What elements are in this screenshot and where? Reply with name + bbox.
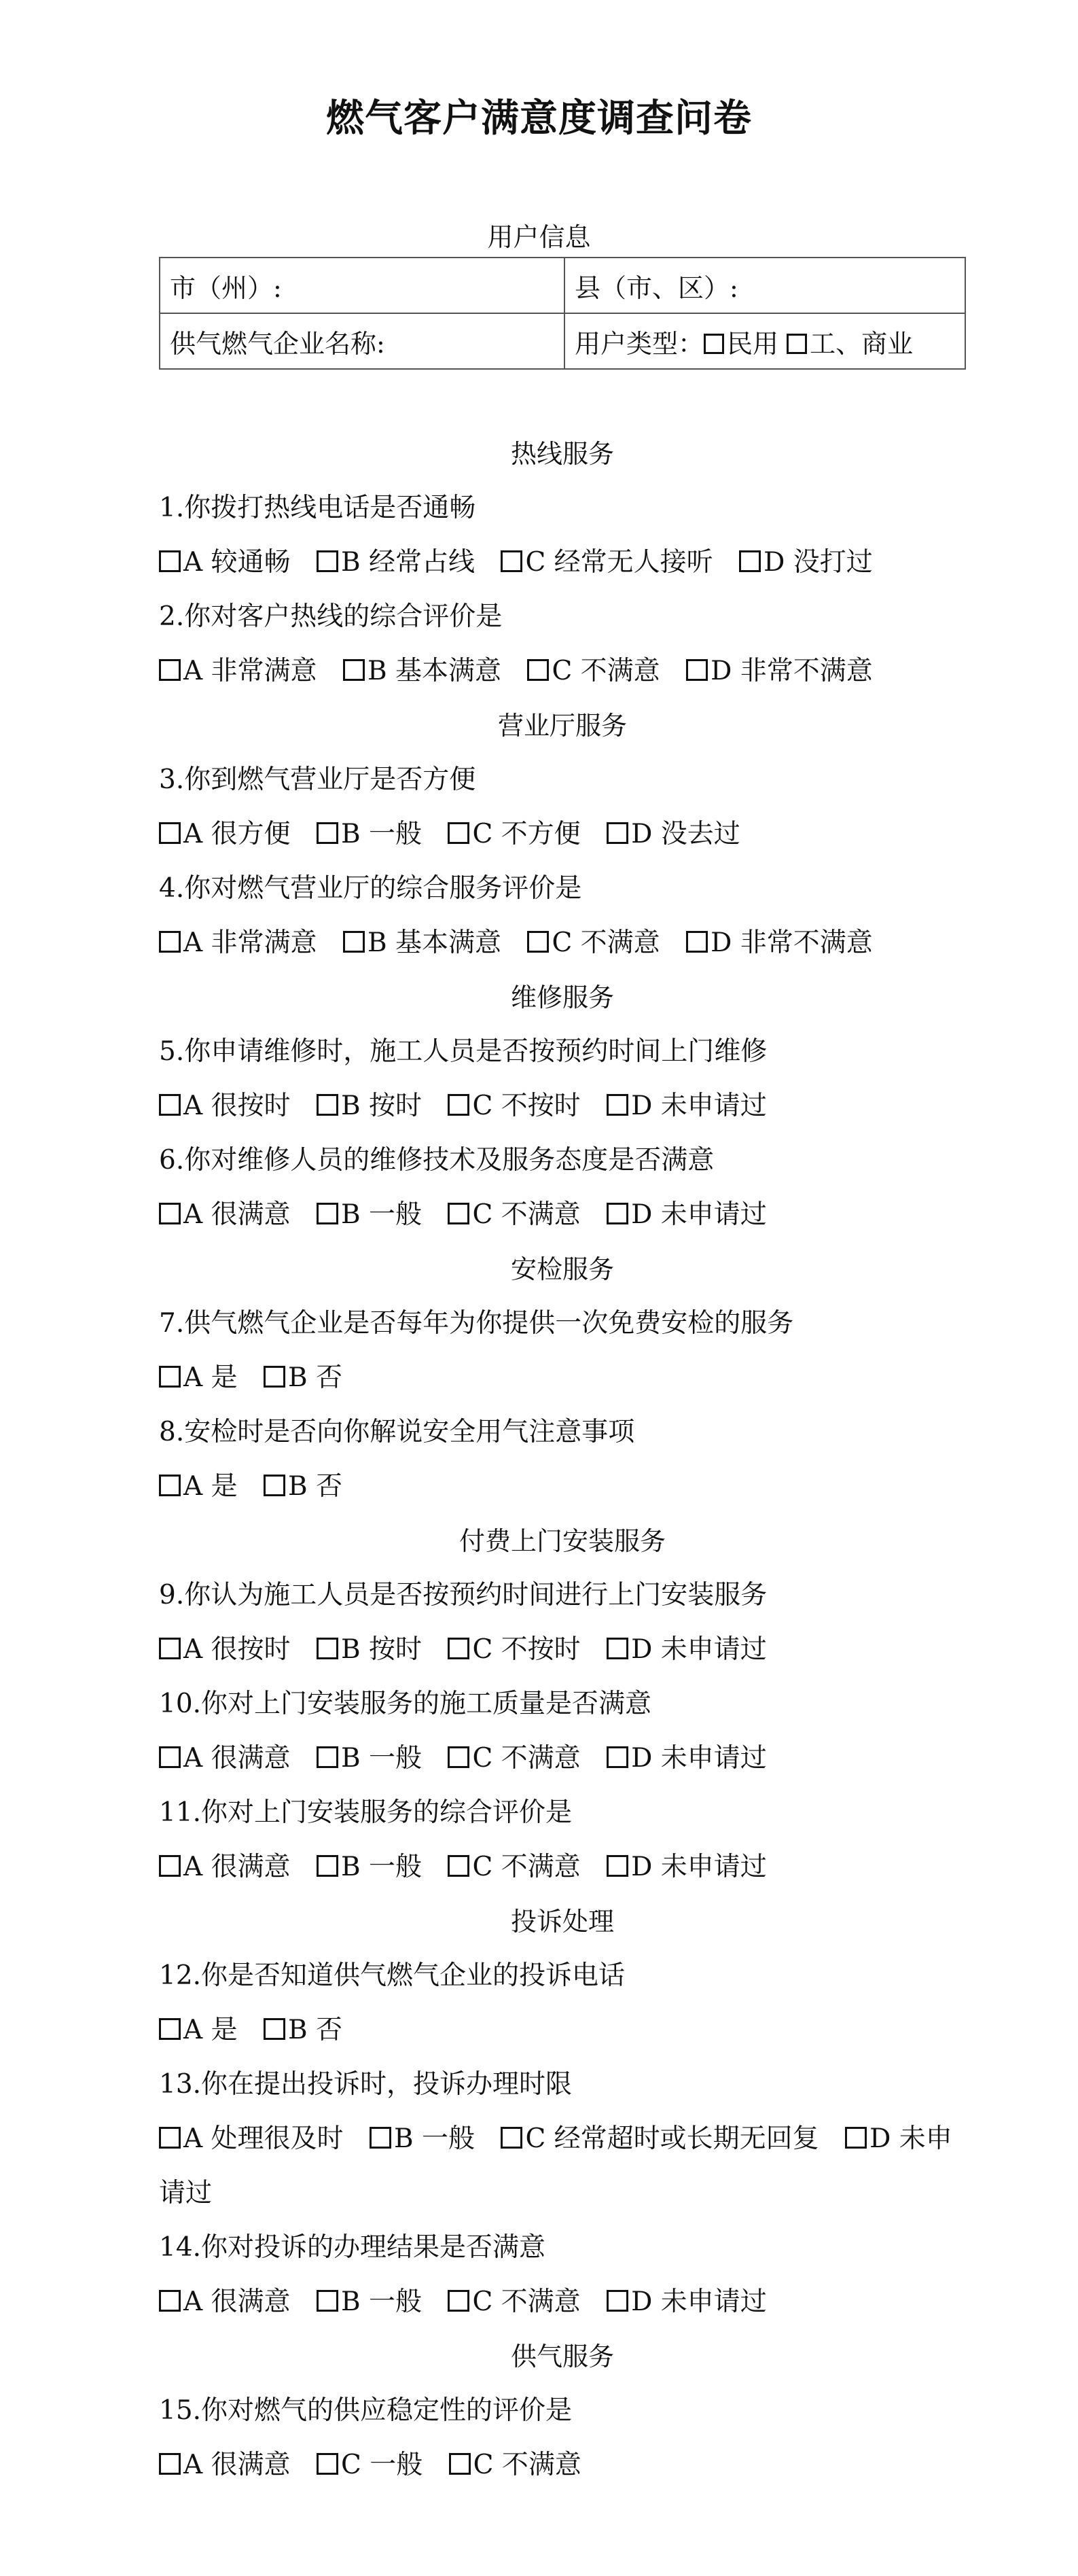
checkbox-icon[interactable] — [343, 931, 365, 953]
answer-option[interactable] — [501, 2123, 819, 2154]
option-label: B 经常占线 — [340, 547, 475, 578]
checkbox-icon[interactable] — [448, 1094, 469, 1116]
answer-option[interactable] — [448, 1634, 580, 1665]
question-text: 3.你到燃气营业厅是否方便 — [159, 764, 476, 795]
checkbox-icon[interactable] — [448, 1638, 469, 1659]
checkbox-icon[interactable] — [317, 1855, 338, 1877]
checkbox-icon[interactable] — [264, 2018, 285, 2040]
answer-option[interactable] — [317, 1091, 422, 1121]
checkbox-icon[interactable] — [159, 659, 181, 681]
option-list — [159, 1188, 966, 1242]
question-text: 11.你对上门安装服务的综合评价是 — [159, 1797, 573, 1828]
checkbox-icon[interactable] — [317, 822, 338, 844]
answer-option[interactable] — [607, 1852, 767, 1882]
question-text: 9.你认为施工人员是否按预约时间进行上门安装服务 — [159, 1580, 768, 1610]
question-text: 8.安检时是否向你解说安全用气注意事项 — [159, 1417, 635, 1447]
option-label: A 是 — [183, 1471, 238, 1502]
checkbox-icon[interactable] — [159, 2290, 181, 2312]
answer-option[interactable] — [317, 2287, 422, 2317]
checkbox-icon[interactable] — [607, 822, 628, 844]
checkbox-icon[interactable] — [159, 2018, 181, 2040]
answer-option[interactable] — [159, 2123, 344, 2154]
checkbox-icon[interactable] — [449, 2453, 471, 2475]
checkbox-icon[interactable] — [159, 1475, 181, 1496]
checkbox-icon[interactable] — [159, 822, 181, 844]
answer-option[interactable] — [159, 1199, 291, 1230]
option-label: D 未申请过 — [631, 2287, 767, 2317]
checkbox-icon[interactable] — [739, 550, 761, 572]
checkbox-icon[interactable] — [159, 1203, 181, 1224]
user-info-table — [159, 257, 966, 370]
option-list — [159, 916, 966, 970]
question-text: 7.供气燃气企业是否每年为你提供一次免费安检的服务 — [159, 1308, 794, 1339]
option-label: B 按时 — [340, 1091, 423, 1121]
checkbox-icon[interactable] — [317, 2290, 338, 2312]
option-label: C 不满意 — [472, 1852, 581, 1882]
survey-sections — [159, 427, 966, 2492]
section-title: 付费上门安装服务 — [459, 1526, 666, 1556]
answer-option[interactable] — [317, 1199, 422, 1230]
question-text: 12.你是否知道供气燃气企业的投诉电话 — [159, 1960, 626, 1991]
checkbox-icon[interactable] — [159, 2127, 181, 2149]
option-label: B 一般 — [340, 1743, 423, 1774]
option-label: D 非常不满意 — [711, 656, 873, 686]
checkbox-icon[interactable] — [686, 931, 708, 953]
answer-option[interactable] — [317, 547, 475, 578]
answer-option[interactable] — [264, 1471, 342, 1502]
checkbox-icon[interactable] — [501, 2127, 522, 2149]
checkbox-icon[interactable] — [317, 550, 338, 572]
section-title: 安检服务 — [510, 1254, 614, 1284]
option-label: B 一般 — [340, 1199, 423, 1230]
checkbox-icon[interactable] — [527, 931, 549, 953]
answer-option[interactable] — [607, 1199, 767, 1230]
option-label: D 没去过 — [631, 819, 740, 849]
option-label: A 很满意 — [183, 1199, 291, 1230]
option-label: A 是 — [183, 1362, 238, 1393]
answer-option[interactable] — [370, 2123, 475, 2154]
answer-option[interactable] — [448, 819, 580, 849]
answer-option[interactable] — [448, 1852, 580, 1882]
checkbox-icon[interactable] — [264, 1475, 285, 1496]
answer-option[interactable] — [264, 1362, 342, 1393]
option-label: A 非常满意 — [183, 656, 317, 686]
option-label: A 很满意 — [183, 1743, 291, 1774]
user-type-option-residential[interactable]: 民用 — [704, 329, 778, 359]
checkbox-icon[interactable] — [845, 2127, 867, 2149]
checkbox-icon[interactable] — [527, 659, 549, 681]
answer-option[interactable] — [448, 2287, 580, 2317]
option-label: A 很方便 — [183, 819, 291, 849]
answer-option[interactable] — [607, 1634, 767, 1665]
section-title: 营业厅服务 — [497, 711, 627, 741]
user-type-option-commercial[interactable]: 工、商业 — [787, 329, 913, 359]
option-list — [159, 1731, 966, 1786]
checkbox-icon[interactable] — [448, 1746, 469, 1768]
option-list — [159, 1351, 966, 1405]
answer-option[interactable] — [159, 2287, 291, 2317]
option-list — [159, 1079, 966, 1133]
answer-option[interactable] — [159, 1634, 291, 1665]
section-title: 供气服务 — [510, 2342, 614, 2371]
user-type-label: 用户类型： — [575, 328, 704, 359]
option-label: D 未申请过 — [631, 1852, 767, 1882]
checkbox-icon[interactable] — [607, 2290, 628, 2312]
option-label: C 不满意 — [472, 1743, 581, 1774]
answer-option[interactable] — [317, 1634, 422, 1665]
option-list — [159, 2112, 966, 2221]
answer-option[interactable] — [527, 656, 660, 686]
option-label: A 很满意 — [183, 2287, 291, 2317]
checkbox-icon[interactable] — [686, 659, 708, 681]
option-label: B 一般 — [393, 2123, 475, 2154]
answer-option[interactable] — [159, 547, 291, 578]
answer-option[interactable] — [607, 1091, 767, 1121]
option-label: D 没打过 — [763, 547, 873, 578]
checkbox-icon[interactable] — [159, 1366, 181, 1388]
answer-option[interactable] — [159, 2015, 238, 2045]
answer-option[interactable] — [159, 1743, 291, 1774]
checkbox-icon[interactable] — [448, 822, 469, 844]
checkbox-icon[interactable] — [787, 334, 807, 354]
answer-option[interactable] — [159, 1362, 238, 1393]
checkbox-icon[interactable] — [159, 550, 181, 572]
question-text: 5.你申请维修时，施工人员是否按预约时间上门维修 — [159, 1036, 768, 1067]
option-label: C 不满意 — [472, 2287, 581, 2317]
option-label: A 很满意 — [183, 1852, 291, 1882]
city-field[interactable] — [160, 258, 564, 313]
option-list — [159, 644, 966, 699]
option-label: B 一般 — [340, 819, 423, 849]
option-label: D 未申请过 — [631, 1743, 767, 1774]
option-label: A 非常满意 — [183, 928, 317, 958]
option-label: C 不满意 — [552, 656, 660, 686]
option-list — [159, 807, 966, 862]
checkbox-icon[interactable] — [607, 1855, 628, 1877]
option-label: C 不方便 — [472, 819, 581, 849]
option-list — [159, 1460, 966, 1514]
answer-option[interactable] — [264, 2015, 342, 2045]
option-list — [159, 535, 966, 590]
question-text: 6.你对维修人员的维修技术及服务态度是否满意 — [159, 1145, 715, 1176]
user-type-field — [564, 313, 965, 369]
answer-option[interactable] — [686, 656, 873, 686]
answer-option[interactable] — [159, 656, 317, 686]
option-label: A 较通畅 — [183, 547, 291, 578]
answer-option[interactable] — [159, 1852, 291, 1882]
answer-option[interactable] — [159, 819, 291, 849]
checkbox-icon[interactable] — [159, 931, 181, 953]
question-text: 10.你对上门安装服务的施工质量是否满意 — [159, 1689, 652, 1719]
section-title: 热线服务 — [510, 439, 614, 469]
checkbox-icon[interactable] — [607, 1094, 628, 1116]
option-label: B 否 — [287, 2015, 343, 2045]
answer-option[interactable] — [527, 928, 660, 958]
question-text: 15.你对燃气的供应稳定性的评价是 — [159, 2395, 573, 2426]
checkbox-icon[interactable] — [448, 2290, 469, 2312]
option-label: C 经常无人接听 — [525, 547, 713, 578]
checkbox-icon[interactable] — [343, 659, 365, 681]
checkbox-icon[interactable] — [159, 2453, 181, 2475]
option-label: D 未申请过 — [631, 1091, 767, 1121]
answer-option[interactable] — [449, 2450, 581, 2480]
checkbox-icon[interactable] — [317, 1094, 338, 1116]
answer-option[interactable] — [343, 928, 501, 958]
answer-option[interactable] — [739, 547, 873, 578]
checkbox-icon[interactable] — [501, 550, 522, 572]
user-info-heading: 用户信息 — [487, 222, 591, 252]
checkbox-icon[interactable] — [704, 334, 724, 354]
section-title: 维修服务 — [510, 983, 614, 1012]
option-label: B 按时 — [340, 1634, 423, 1665]
option-label: C 不按时 — [472, 1091, 581, 1121]
answer-option[interactable] — [159, 1091, 291, 1121]
checkbox-icon[interactable] — [159, 1638, 181, 1659]
question-text: 1.你拨打热线电话是否通畅 — [159, 493, 476, 523]
option-label: B 否 — [287, 1471, 343, 1502]
answer-option[interactable] — [317, 1743, 422, 1774]
option-label: D 未申请过 — [159, 2123, 952, 2208]
question-text: 13.你在提出投诉时，投诉办理时限 — [159, 2069, 573, 2100]
answer-option[interactable] — [159, 1471, 238, 1502]
option-label: C 不满意 — [473, 2450, 581, 2480]
option-label: D 非常不满意 — [711, 928, 873, 958]
answer-option[interactable] — [159, 2450, 291, 2480]
checkbox-icon[interactable] — [159, 1094, 181, 1116]
option-label: B 一般 — [340, 2287, 423, 2317]
question-text: 14.你对投诉的办理结果是否满意 — [159, 2232, 546, 2263]
checkbox-icon[interactable] — [448, 1855, 469, 1877]
option-label: B 一般 — [340, 1852, 423, 1882]
checkbox-icon[interactable] — [264, 1366, 285, 1388]
answer-option[interactable] — [317, 1852, 422, 1882]
city-label: 市（州）: — [170, 272, 282, 303]
checkbox-icon[interactable] — [607, 1746, 628, 1768]
option-label: A 很满意 — [183, 2450, 291, 2480]
section-title: 投诉处理 — [510, 1907, 614, 1937]
checkbox-icon[interactable] — [159, 1746, 181, 1768]
answer-option[interactable] — [448, 1199, 580, 1230]
county-label: 县（市、区）: — [575, 272, 738, 303]
answer-option[interactable] — [607, 2287, 767, 2317]
answer-option[interactable] — [448, 1743, 580, 1774]
checkbox-icon[interactable] — [159, 1855, 181, 1877]
option-label: B 否 — [287, 1362, 343, 1393]
option-label: A 很按时 — [183, 1634, 291, 1665]
checkbox-icon[interactable] — [607, 1203, 628, 1224]
answer-option[interactable] — [343, 656, 501, 686]
checkbox-icon[interactable] — [317, 1638, 338, 1659]
option-label: C 不满意 — [472, 1199, 581, 1230]
option-label: C 经常超时或长期无回复 — [525, 2123, 819, 2154]
answer-option[interactable] — [317, 2450, 423, 2480]
answer-option[interactable] — [448, 1091, 580, 1121]
option-label: D 未申请过 — [631, 1199, 767, 1230]
option-label: A 是 — [183, 2015, 238, 2045]
option-list — [159, 1623, 966, 1677]
checkbox-icon[interactable] — [317, 2453, 338, 2475]
option-label: D 未申请过 — [631, 1634, 767, 1665]
answer-option[interactable] — [317, 819, 422, 849]
option-list — [159, 1840, 966, 1894]
option-label: C 不按时 — [472, 1634, 581, 1665]
question-text: 2.你对客户热线的综合评价是 — [159, 601, 503, 632]
checkbox-icon[interactable] — [370, 2127, 391, 2149]
option-label: B 基本满意 — [367, 656, 502, 686]
page-title: 燃气客户满意度调查问卷 — [326, 96, 752, 141]
answer-option[interactable] — [607, 819, 740, 849]
option-label: C 一般 — [340, 2450, 423, 2480]
checkbox-icon[interactable] — [607, 1638, 628, 1659]
company-field[interactable] — [160, 313, 564, 369]
option-label: A 处理很及时 — [183, 2123, 344, 2154]
question-text: 4.你对燃气营业厅的综合服务评价是 — [159, 873, 582, 904]
option-label: A 很按时 — [183, 1091, 291, 1121]
option-list — [159, 2003, 966, 2058]
checkbox-icon[interactable] — [317, 1203, 338, 1224]
company-label: 供气燃气企业名称: — [170, 328, 385, 359]
answer-option[interactable] — [607, 1743, 767, 1774]
option-label: C 不满意 — [552, 928, 660, 958]
answer-option[interactable] — [501, 547, 713, 578]
answer-option[interactable] — [686, 928, 873, 958]
option-list — [159, 2438, 966, 2492]
option-label: B 基本满意 — [367, 928, 502, 958]
option-list — [159, 2275, 966, 2329]
checkbox-icon[interactable] — [317, 1746, 338, 1768]
answer-option[interactable] — [159, 928, 317, 958]
county-field[interactable] — [564, 258, 965, 313]
checkbox-icon[interactable] — [448, 1203, 469, 1224]
